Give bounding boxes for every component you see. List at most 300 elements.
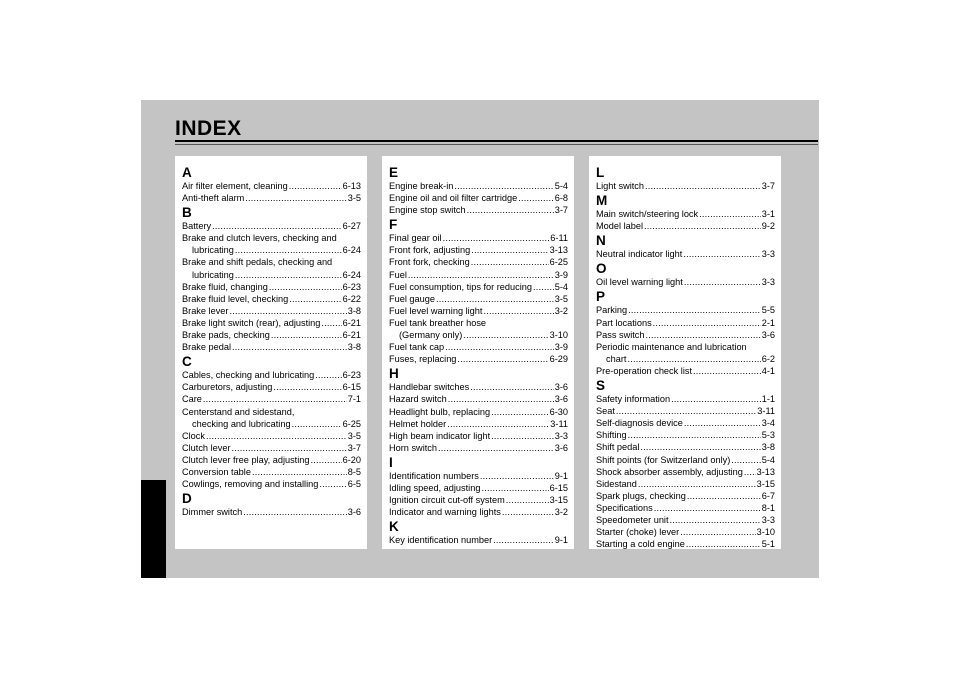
dot-leader [628,304,761,316]
index-entry-text: Cables, checking and lubricating [182,370,315,381]
index-entry [596,353,775,365]
dot-leader [684,276,761,288]
index-entry [389,329,568,341]
dot-leader [699,208,761,220]
index-page-ref: 3-11 [550,418,568,429]
index-entry [596,514,775,526]
dot-leader [646,329,761,341]
index-page-ref: 3-9 [554,342,568,353]
index-entry-text: Brake and shift pedals, checking and [182,257,333,268]
index-entry-text: lubricating [192,269,234,280]
index-column-3 [589,156,781,549]
dot-leader [683,248,760,260]
index-entry [182,293,361,305]
index-letter-heading: A [182,165,192,180]
index-page-ref: 5-5 [761,305,775,316]
index-entry [389,204,568,216]
dot-leader [311,454,342,466]
dot-leader [627,353,760,365]
dot-leader [640,441,760,453]
index-entry-text: Model label [596,221,643,232]
index-page-ref: 6-24 [342,269,361,280]
index-entry-text: Part locations [596,317,652,328]
index-entry [389,281,568,293]
dot-leader [454,180,553,192]
index-entry [596,502,775,514]
dot-leader [686,538,761,550]
index-page-ref: 3-4 [761,418,775,429]
index-entry-text: checking and lubricating [192,418,291,429]
index-entry-text: Conversion table [182,466,251,477]
index-entry-text: Brake fluid, changing [182,281,268,292]
dot-leader [731,454,760,466]
index-page-ref: 5-4 [761,454,775,465]
dot-leader [491,406,548,418]
index-entry [596,454,775,466]
index-entry [596,365,775,377]
index-letter-heading: S [596,378,606,394]
dot-leader [232,442,347,454]
index-page-ref: 6-29 [549,354,568,365]
index-entry [596,538,775,550]
index-entry-text: Shift points (for Switzerland only) [596,454,731,465]
index-page-ref: 3-3 [761,514,775,525]
dot-leader [206,430,347,442]
index-entry-text: Safety information [596,394,671,405]
index-entry-text: Air filter element, cleaning [182,181,288,191]
index-entry-text: Cowlings, removing and installing [182,479,319,490]
dot-leader [292,418,342,430]
page-title: INDEX [175,117,242,140]
index-entry-text: Pre-operation check list [596,365,693,376]
dot-leader [671,393,761,405]
index-entry [389,269,568,281]
index-entry [596,329,775,341]
index-entry [182,454,361,466]
index-entry-text: Main switch/steering lock [596,209,699,220]
index-entry [182,369,361,381]
index-entry-text: Fuel consumption, tips for reducing [389,281,532,292]
dot-leader [628,429,761,441]
index-page-ref: 3-15 [756,478,775,489]
manual-page [141,100,819,578]
index-page-ref: 3-10 [549,330,568,341]
index-entry [182,220,361,232]
dot-leader [229,305,346,317]
index-page-ref: 3-5 [554,293,568,304]
index-page-ref: 8-1 [761,502,775,513]
index-entry-text: Shifting [596,430,627,441]
index-page-ref: 6-30 [549,406,568,417]
dot-leader [315,369,341,381]
index-page-ref: 9-1 [554,470,568,481]
index-entry-text: Identification numbers [389,470,479,481]
index-entry [389,418,568,430]
index-entry [182,329,361,341]
index-entry [182,393,361,405]
dot-leader [273,381,341,393]
index-page-ref: 3-6 [761,329,775,340]
index-page-ref: 3-13 [549,245,568,256]
dot-leader [438,442,554,454]
index-page-ref: 9-2 [761,221,775,232]
dot-leader [252,466,347,478]
index-entry-text: Fuel tank cap [389,342,445,353]
dot-leader [653,317,761,329]
index-entry-text: Fuel gauge [389,293,435,304]
index-entry [596,466,775,478]
index-entry-text: Neutral indicator light [596,249,683,260]
index-entry-text: Fuses, replacing [389,354,457,365]
index-entry [182,192,361,204]
index-entry [389,180,568,192]
index-entry [389,232,568,244]
dot-leader [445,341,554,353]
dot-leader [235,244,342,256]
index-page-ref: 6-23 [342,281,361,292]
index-entry [596,478,775,490]
dot-leader [271,329,342,341]
index-entry [389,293,568,305]
index-page-ref: 6-15 [549,482,568,493]
index-entry [389,494,568,506]
index-entry-text: Oil level warning light [596,277,683,288]
dot-leader [232,341,347,353]
dot-leader [744,466,756,478]
index-column-2 [382,156,574,549]
index-entry [596,417,775,429]
index-entry-text: High beam indicator light [389,430,491,441]
index-letter-heading: O [596,261,607,277]
index-entry [596,304,775,316]
index-letter-heading: L [596,165,605,180]
index-entry [389,192,568,204]
index-page-ref: 4-1 [761,365,775,376]
title-rule [175,140,818,142]
index-entry [596,393,775,405]
index-letter-heading: N [596,233,606,249]
index-page-ref: 6-11 [550,233,568,244]
index-entry-text: (Germany only) [399,330,463,341]
index-page-ref: 3-11 [757,406,775,417]
dot-leader [457,353,548,365]
index-entry-text: Ignition circuit cut-off system [389,495,505,506]
index-letter-heading: C [182,354,192,370]
index-page-ref: 3-7 [761,181,775,191]
index-entry [182,305,361,317]
index-page-ref: 3-6 [554,394,568,405]
index-entry-text: Idling speed, adjusting [389,482,481,493]
index-entry-text: Fuel [389,269,407,280]
index-entry-text: Starter (choke) lever [596,527,680,538]
index-column-1 [175,156,367,549]
index-page-ref: 3-6 [347,507,361,518]
index-entry-text: Helmet holder [389,418,447,429]
index-page-ref: 3-3 [761,277,775,288]
dot-leader [616,405,756,417]
index-entry-text: Engine stop switch [389,205,466,216]
index-entry-text: Fuel level warning light [389,305,483,316]
dot-leader [203,393,347,405]
index-entry [182,478,361,490]
index-entry-text: Light switch [596,181,645,191]
dot-leader [408,269,554,281]
index-entry-text: Starting a cold engine [596,539,685,550]
index-entry-text: Headlight bulb, replacing [389,406,491,417]
dot-leader [471,256,549,268]
index-entry-text: Carburetors, adjusting [182,382,273,393]
index-entry [596,405,775,417]
index-page-ref: 6-25 [549,257,568,268]
dot-leader [212,220,342,232]
index-page-ref: 8-5 [347,466,361,477]
index-page-ref: 5-4 [554,281,568,292]
index-page-ref: 3-8 [761,442,775,453]
index-entry-text: Care [182,394,202,405]
index-page-ref: 3-2 [554,305,568,316]
index-entry [389,353,568,365]
index-page-ref: 6-8 [554,193,568,204]
index-entry-text: Shock absorber assembly, adjusting [596,466,743,477]
index-letter-heading: D [182,491,192,507]
dot-leader [502,506,554,518]
index-entry-text: Periodic maintenance and lubrication [596,341,747,352]
dot-leader [687,490,761,502]
index-page-ref: 3-5 [347,193,361,204]
index-entry-text: Indicator and warning lights [389,507,501,518]
dot-leader [447,418,549,430]
index-entry [182,381,361,393]
index-page-ref: 3-8 [347,305,361,316]
index-entry [389,470,568,482]
index-entry [389,442,568,454]
index-entry [389,305,568,317]
dot-leader [289,180,342,192]
index-entry [182,506,361,518]
index-entry [596,220,775,232]
dot-leader [506,494,549,506]
index-page-ref: 3-3 [554,430,568,441]
dot-leader [448,393,554,405]
index-page-ref: 6-27 [342,221,361,232]
index-entry [389,534,568,546]
dot-leader [533,281,554,293]
index-entry-text: Final gear oil [389,233,442,244]
dot-leader [480,470,554,482]
index-page-ref: 6-24 [342,245,361,256]
dot-leader [269,281,342,293]
index-page-ref: 3-1 [761,209,775,220]
index-entry [389,430,568,442]
index-page-ref: 3-15 [549,495,568,506]
dot-leader [483,305,553,317]
index-page-ref: 5-4 [554,181,568,191]
index-entry [596,526,775,538]
index-entry-text: Shift pedal [596,442,640,453]
index-entry [389,393,568,405]
index-page-ref: 3-7 [554,205,568,216]
index-entry-text: Specifications [596,502,653,513]
index-page-ref: 3-2 [554,507,568,518]
index-entry [389,506,568,518]
index-page-ref: 3-7 [347,442,361,453]
dot-leader [467,204,554,216]
index-page-ref: 3-13 [756,466,775,477]
index-page-ref: 3-6 [554,442,568,453]
index-entry-text: Engine break-in [389,181,454,191]
index-entry [389,256,568,268]
index-entry [389,482,568,494]
dot-leader [470,381,554,393]
index-page-ref: 6-23 [342,370,361,381]
index-entry [389,381,568,393]
dot-leader [518,192,554,204]
index-entry-text: Hazard switch [389,394,447,405]
index-entry [389,341,568,353]
index-entry [182,317,361,329]
index-entry-text: Handlebar switches [389,382,470,393]
index-page-ref: 6-2 [761,353,775,364]
title-rule-thin [175,144,818,145]
index-entry-text: Key identification number [389,535,493,546]
index-entry-text: Brake and clutch levers, checking and [182,233,337,244]
index-letter-heading: B [182,205,192,221]
index-page-ref: 5-1 [761,539,775,550]
dot-leader [471,244,548,256]
index-entry [389,406,568,418]
index-page-ref: 6-25 [342,418,361,429]
index-page-ref: 5-3 [761,430,775,441]
index-entry [182,418,361,430]
index-page-ref: 3-6 [554,382,568,393]
dot-leader [491,430,554,442]
index-page-ref: 3-8 [347,342,361,353]
dot-leader [684,417,761,429]
index-entry-text: Fuel tank breather hose [389,317,487,328]
index-entry-text: Brake light switch (rear), adjusting [182,317,321,328]
index-page-ref: 7-1 [347,394,361,405]
index-entry-text: Engine oil and oil filter cartridge [389,193,518,204]
index-page-ref: 9-1 [554,535,568,546]
index-entry [596,180,775,192]
index-entry-text: Parking [596,305,628,316]
index-letter-heading: I [389,454,393,470]
dot-leader [243,506,346,518]
index-entry-text: lubricating [192,245,234,256]
index-page-ref: 6-20 [342,454,361,465]
index-page-ref: 6-13 [342,181,361,191]
index-entry-text: Horn switch [389,442,437,453]
index-entry [596,317,775,329]
dot-leader [321,317,341,329]
index-entry-text: Brake lever [182,305,229,316]
index-page-ref: 1-1 [761,394,775,405]
dot-leader [463,329,548,341]
index-entry [182,180,361,192]
chapter-tab [141,480,166,578]
dot-leader [481,482,548,494]
dot-leader [443,232,550,244]
index-entry [596,429,775,441]
index-page-ref: 6-22 [342,293,361,304]
index-entry [182,430,361,442]
index-letter-heading: E [389,165,399,180]
index-entry-text: Clutch lever [182,442,231,453]
index-entry-text: Battery [182,221,212,232]
index-letter-heading: P [596,289,606,305]
index-letter-heading: K [389,519,399,535]
index-entry-text: Pass switch [596,329,645,340]
index-entry-text: Centerstand and sidestand, [182,406,295,417]
index-entry-text: Brake pedal [182,342,232,353]
index-entry-text: Brake pads, checking [182,330,270,341]
index-letter-heading: M [596,193,608,209]
dot-leader [319,478,346,490]
index-letter-heading: F [389,217,398,233]
index-entry [389,244,568,256]
index-page-ref: 6-7 [761,490,775,501]
index-entry-text: Dimmer switch [182,507,243,518]
index-entry-text: Front fork, checking [389,257,470,268]
index-entry-text: Speedometer unit [596,514,669,525]
index-page-ref: 3-9 [554,269,568,280]
dot-leader [670,514,761,526]
index-entry-text: Brake fluid level, checking [182,293,289,304]
dot-leader [680,526,755,538]
index-page-ref: 6-21 [342,330,361,341]
index-entry-text: Seat [596,406,615,417]
index-entry [182,341,361,353]
index-entry [182,269,361,281]
index-entry-text: Sidestand [596,478,637,489]
dot-leader [289,293,341,305]
dot-leader [493,534,554,546]
index-entry [182,281,361,293]
index-page-ref: 6-5 [347,479,361,490]
index-entry-text: Clock [182,430,205,441]
index-page-ref: 2-1 [761,317,775,328]
index-entry [182,466,361,478]
index-entry-text: Self-diagnosis device [596,418,683,429]
index-page-ref: 3-3 [761,249,775,260]
dot-leader [654,502,761,514]
index-entry [596,208,775,220]
index-page-ref: 3-10 [756,527,775,538]
index-page-ref: 6-15 [342,382,361,393]
index-entry [182,442,361,454]
dot-leader [245,192,346,204]
dot-leader [235,269,342,281]
index-entry-text: Front fork, adjusting [389,245,471,256]
index-entry [596,490,775,502]
dot-leader [436,293,554,305]
dot-leader [693,365,761,377]
index-letter-heading: H [389,366,399,382]
dot-leader [644,220,761,232]
index-entry [596,248,775,260]
index-entry [182,244,361,256]
index-entry-text: Clutch lever free play, adjusting [182,454,310,465]
index-page-ref: 6-21 [342,317,361,328]
dot-leader [645,180,761,192]
index-entry-text: Anti-theft alarm [182,193,245,204]
dot-leader [638,478,756,490]
index-entry [596,441,775,453]
index-entry-text: chart [606,353,627,364]
index-entry [596,276,775,288]
index-page-ref: 3-5 [347,430,361,441]
index-entry-text: Spark plugs, checking [596,490,686,501]
